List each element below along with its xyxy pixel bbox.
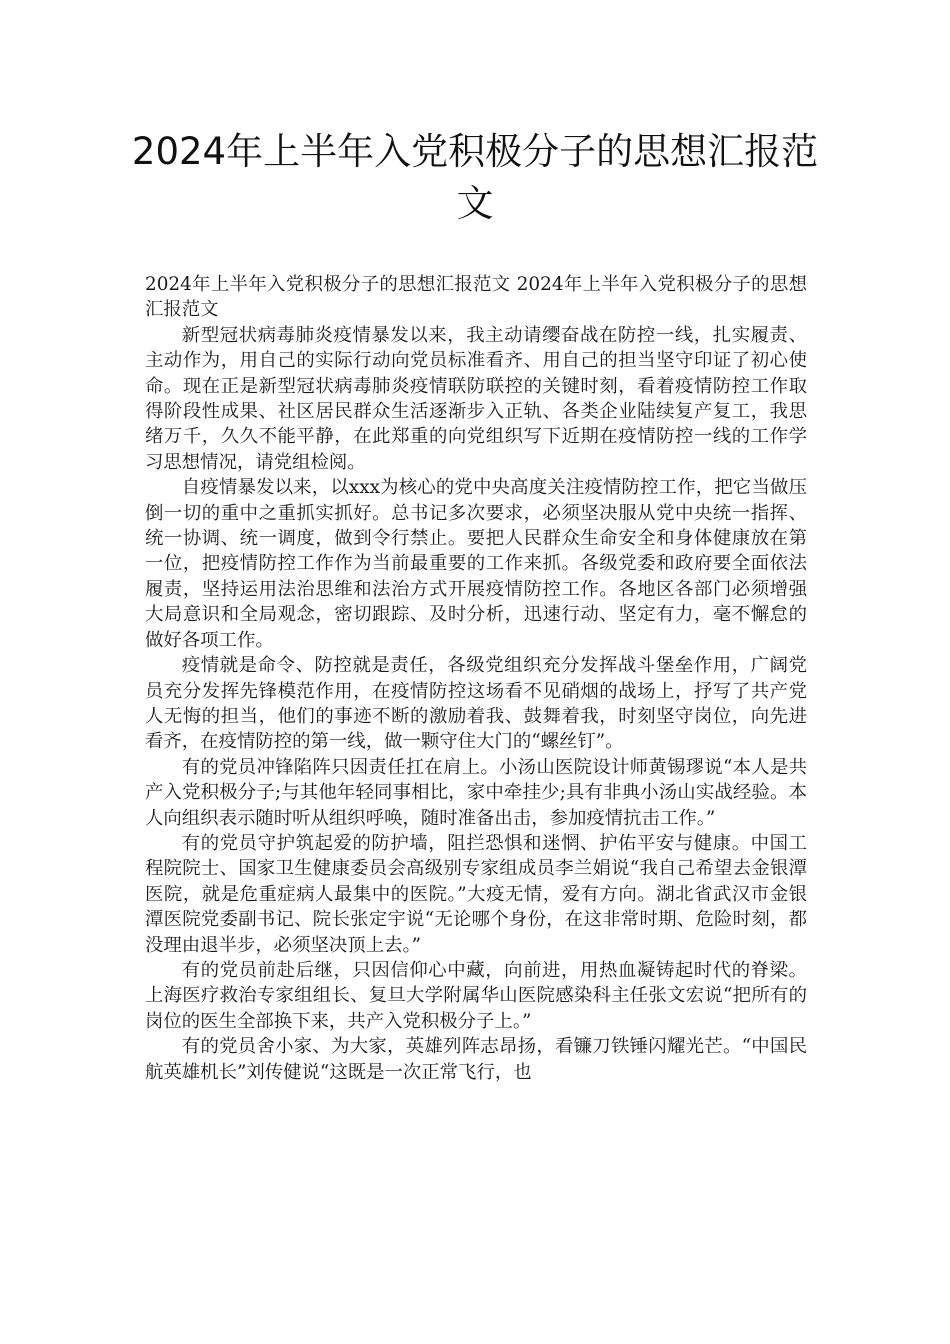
paragraph: 有的党员舍小家、为大家，英雄列阵志昂扬，看镰刀铁锤闪耀光芒。“中国民航英雄机长”刘传健说“这既是一次正常飞行，也 xyxy=(145,1036,807,1083)
paragraph-heading-repeat: 2024年上半年入党积极分子的思想汇报范文 2024年上半年入党积极分子的思想汇报范文 xyxy=(145,274,807,321)
document-body xyxy=(145,272,807,1085)
paragraph: 自疫情暴发以来，以xxx为核心的党中央高度关注疫情防控工作，把它当做压倒一切的重中之重抓实抓好。总书记多次要求，必须坚决服从党中央统一指挥、统一协调、统一调度，做到令行禁止。要把人民群众生命安全和身体健康放在第一位，把疫情防控工作作为当前最重要的工作来抓。各级党委和政府要全面依法履责，坚持运用法治思维和法治方式开展疫情防控工作。各地区各部门必须增强大局意识和全局观念，密切跟踪、及时分析，迅速行动、坚定有力，毫不懈怠的做好各项工作。 xyxy=(145,477,807,651)
paragraph: 新型冠状病毒肺炎疫情暴发以来，我主动请缨奋战在防控一线，扎实履责、主动作为，用自己的实际行动向党员标准看齐、用自己的担当坚守印证了初心使命。现在正是新型冠状病毒肺炎疫情联防联控的关键时刻，看着疫情防控工作取得阶段性成果、社区居民群众生活逐渐步入正轨、各类企业陆续复产复工，我思绪万千，久久不能平静，在此郑重的向党组织写下近期在疫情防控一线的工作学习思想情况，请党组检阅。 xyxy=(145,324,807,473)
paragraph: 有的党员冲锋陷阵只因责任扛在肩上。小汤山医院设计师黄锡璆说“本人是共产入党积极分子;与其他年轻同事相比，家中牵挂少;具有非典小汤山实战经验。本人向组织表示随时听从组织呼唤，随时准备出击，参加疫情抗击工作。” xyxy=(145,756,807,829)
paragraph: 有的党员守护筑起爱的防护墙，阻拦恐惧和迷惘、护佑平安与健康。中国工程院院士、国家卫生健康委员会高级别专家组成员李兰娟说“我自己希望去金银潭医院，就是危重症病人最集中的医院。”大疫无情，爱有方向。湖北省武汉市金银潭医院党委副书记、院长张定宇说“无论哪个身份，在这非常时期、危险时刻，都没理由退半步，必须坚决顶上去。” xyxy=(145,832,807,956)
paragraph: 疫情就是命令、防控就是责任，各级党组织充分发挥战斗堡垒作用，广阔党员充分发挥先锋模范作用，在疫情防控这场看不见硝烟的战场上，抒写了共产党人无悔的担当，他们的事迹不断的激励着我、鼓舞着我，时刻坚守岗位，向先进看齐，在疫情防控的第一线，做一颗守住大门的“螺丝钉”。 xyxy=(145,655,807,753)
document-title: 2024年上半年入党积极分子的思想汇报范文 xyxy=(131,130,819,225)
paragraph: 有的党员前赴后继，只因信仰心中藏，向前进，用热血凝铸起时代的脊梁。上海医疗救治专家组组长、复旦大学附属华山医院感染科主任张文宏说“把所有的岗位的医生全部换下来，共产入党积极分子上。” xyxy=(145,959,807,1032)
